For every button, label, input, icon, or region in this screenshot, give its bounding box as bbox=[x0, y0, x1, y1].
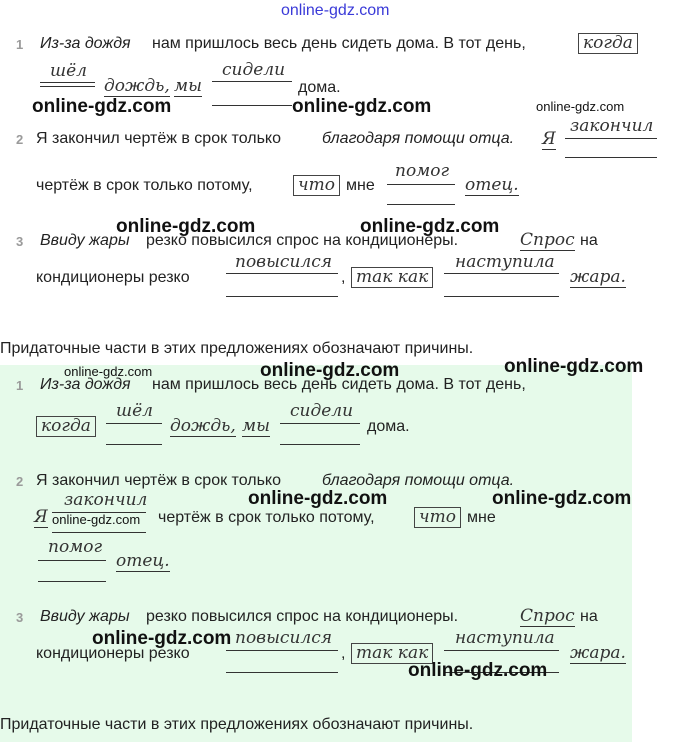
predicate-underline bbox=[212, 81, 292, 82]
answer-sentence-2-intro: благодаря помощи отца. bbox=[322, 472, 515, 489]
answer-sentence-2-number: 2 bbox=[16, 474, 24, 489]
sentence-2-predicate-2: помог bbox=[395, 161, 450, 181]
watermark: online-gdz.com bbox=[492, 488, 632, 509]
sentence-3-number: 3 bbox=[16, 234, 24, 249]
predicate-underline bbox=[226, 296, 338, 297]
predicate-underline bbox=[444, 296, 559, 297]
answer-sentence-2-subject-2: отец. bbox=[116, 551, 170, 571]
answer-sentence-1-predicate-1: шёл bbox=[116, 401, 153, 421]
sentence-1-number: 1 bbox=[16, 37, 24, 52]
sentence-2-intro: благодаря помощи отца. bbox=[322, 130, 515, 147]
sentence-1-conjunction: когда bbox=[578, 33, 638, 54]
answer-sentence-3-subject: Спрос bbox=[520, 606, 575, 626]
answer-sentence-3-predicate: повысился bbox=[235, 628, 332, 648]
watermark: online-gdz.com bbox=[92, 628, 232, 649]
sentence-3-text-b: кондиционеры резко bbox=[36, 269, 190, 286]
predicate-underline bbox=[387, 204, 455, 205]
answer-sentence-1-predicate-2: сидели bbox=[290, 401, 354, 421]
predicate-underline bbox=[40, 82, 95, 83]
sentence-3-predicate-2: наступила bbox=[455, 252, 555, 272]
sentence-1-predicate-2: сидели bbox=[222, 60, 286, 80]
watermark: online-gdz.com bbox=[292, 96, 432, 117]
answer-sentence-2-conjunction: что bbox=[414, 507, 461, 528]
sentence-3-comma: , bbox=[341, 269, 346, 286]
watermark: online-gdz.com bbox=[360, 216, 500, 237]
sentence-2-text-b: чертёж в срок только потому, bbox=[36, 177, 253, 194]
answer-sentence-1-number: 1 bbox=[16, 378, 24, 393]
answer-sentence-1-intro: Из-за дождя bbox=[40, 376, 131, 393]
watermark: online-gdz.com bbox=[32, 96, 172, 117]
answer-sentence-2-word-me: мне bbox=[467, 509, 496, 526]
sentence-1-text: нам пришлось весь день сидеть дома. В тот день, bbox=[152, 35, 526, 52]
answer-sentence-3-text-b: кондиционеры резко bbox=[36, 645, 190, 662]
sentence-3-subject: Спрос bbox=[520, 230, 575, 250]
sentence-1-subject-1: дождь, bbox=[104, 76, 170, 96]
watermark: online-gdz.com bbox=[504, 356, 644, 377]
answer-sentence-2-predicate-2: помог bbox=[48, 537, 103, 557]
sentence-2-number: 2 bbox=[16, 132, 24, 147]
watermark: online-gdz.com bbox=[116, 216, 256, 237]
answer-sentence-2-predicate: закончил bbox=[64, 490, 148, 510]
answer-sentence-1-tail: дома. bbox=[367, 418, 410, 435]
watermark: online-gdz.com bbox=[248, 488, 388, 509]
watermark: online-gdz.com bbox=[260, 360, 400, 381]
sentence-3-intro: Ввиду жары bbox=[40, 232, 130, 249]
predicate-underline bbox=[565, 157, 657, 158]
answer-sentence-3-comma: , bbox=[341, 645, 346, 662]
predicate-underline bbox=[38, 581, 106, 582]
watermark: online-gdz.com bbox=[536, 99, 625, 114]
predicate-underline bbox=[40, 86, 95, 87]
answer-sentence-3-intro: Ввиду жары bbox=[40, 608, 130, 625]
sentence-3-predicate: повысился bbox=[235, 252, 332, 272]
answer-sentence-1-subject-1: дождь, bbox=[170, 416, 236, 436]
sentence-3-subject-2: жара. bbox=[570, 267, 626, 287]
sentence-2-conjunction: что bbox=[293, 175, 340, 196]
answer-conclusion-text: Придаточные части в этих предложениях обозначают причины. bbox=[0, 716, 474, 733]
sentence-2-word-me: мне bbox=[346, 177, 375, 194]
predicate-underline bbox=[106, 444, 162, 445]
predicate-underline bbox=[106, 423, 162, 424]
predicate-underline bbox=[38, 560, 106, 561]
sentence-3-conjunction: так как bbox=[351, 267, 433, 288]
sentence-1-predicate-1: шёл bbox=[50, 61, 87, 81]
answer-sentence-3-number: 3 bbox=[16, 610, 24, 625]
predicate-underline bbox=[387, 184, 455, 185]
sentence-1-tail: дома. bbox=[298, 79, 341, 96]
answer-sentence-1-subject-2: мы bbox=[242, 416, 270, 436]
watermark: online-gdz.com bbox=[64, 364, 153, 379]
answer-sentence-3-subject-2: жара. bbox=[570, 643, 626, 663]
watermark: online-gdz.com bbox=[408, 660, 548, 681]
sentence-2-subject: Я bbox=[542, 129, 556, 149]
sentence-2-subject-2: отец. bbox=[465, 175, 519, 195]
sentence-2-predicate: закончил bbox=[570, 116, 654, 136]
sentence-3-text-a: резко повысился спрос на кондиционеры. bbox=[146, 232, 459, 249]
predicate-underline bbox=[444, 273, 559, 274]
answer-sentence-2-text-a: Я закончил чертёж в срок только bbox=[36, 472, 281, 489]
sentence-3-word-na: на bbox=[580, 232, 598, 249]
answer-sentence-2-text-b: чертёж в срок только потому, bbox=[158, 509, 375, 526]
predicate-underline bbox=[444, 650, 559, 651]
answer-sentence-2-subject: Я bbox=[34, 507, 48, 527]
predicate-underline bbox=[226, 273, 338, 274]
conclusion-text: Придаточные части в этих предложениях обозначают причины. bbox=[0, 340, 474, 357]
watermark: online-gdz.com bbox=[52, 512, 141, 527]
predicate-underline bbox=[52, 532, 146, 533]
answer-sentence-1-text: нам пришлось весь день сидеть дома. В тот день, bbox=[152, 376, 526, 393]
predicate-underline bbox=[280, 423, 360, 424]
sentence-2-text-a: Я закончил чертёж в срок только bbox=[36, 130, 281, 147]
sentence-1-intro: Из-за дождя bbox=[40, 35, 131, 52]
answer-sentence-3-text-a: резко повысился спрос на кондиционеры. bbox=[146, 608, 459, 625]
sentence-1-subject-2: мы bbox=[174, 76, 202, 96]
predicate-underline bbox=[226, 672, 338, 673]
answer-sentence-1-conjunction: когда bbox=[36, 416, 96, 437]
answer-sentence-3-word-na: на bbox=[580, 608, 598, 625]
predicate-underline bbox=[226, 650, 338, 651]
predicate-underline bbox=[280, 444, 360, 445]
answer-sentence-3-conjunction: так как bbox=[351, 643, 433, 664]
watermark-top: online-gdz.com bbox=[281, 2, 390, 19]
answer-sentence-3-predicate-2: наступила bbox=[455, 628, 555, 648]
predicate-underline bbox=[565, 138, 657, 139]
predicate-underline bbox=[212, 105, 292, 106]
